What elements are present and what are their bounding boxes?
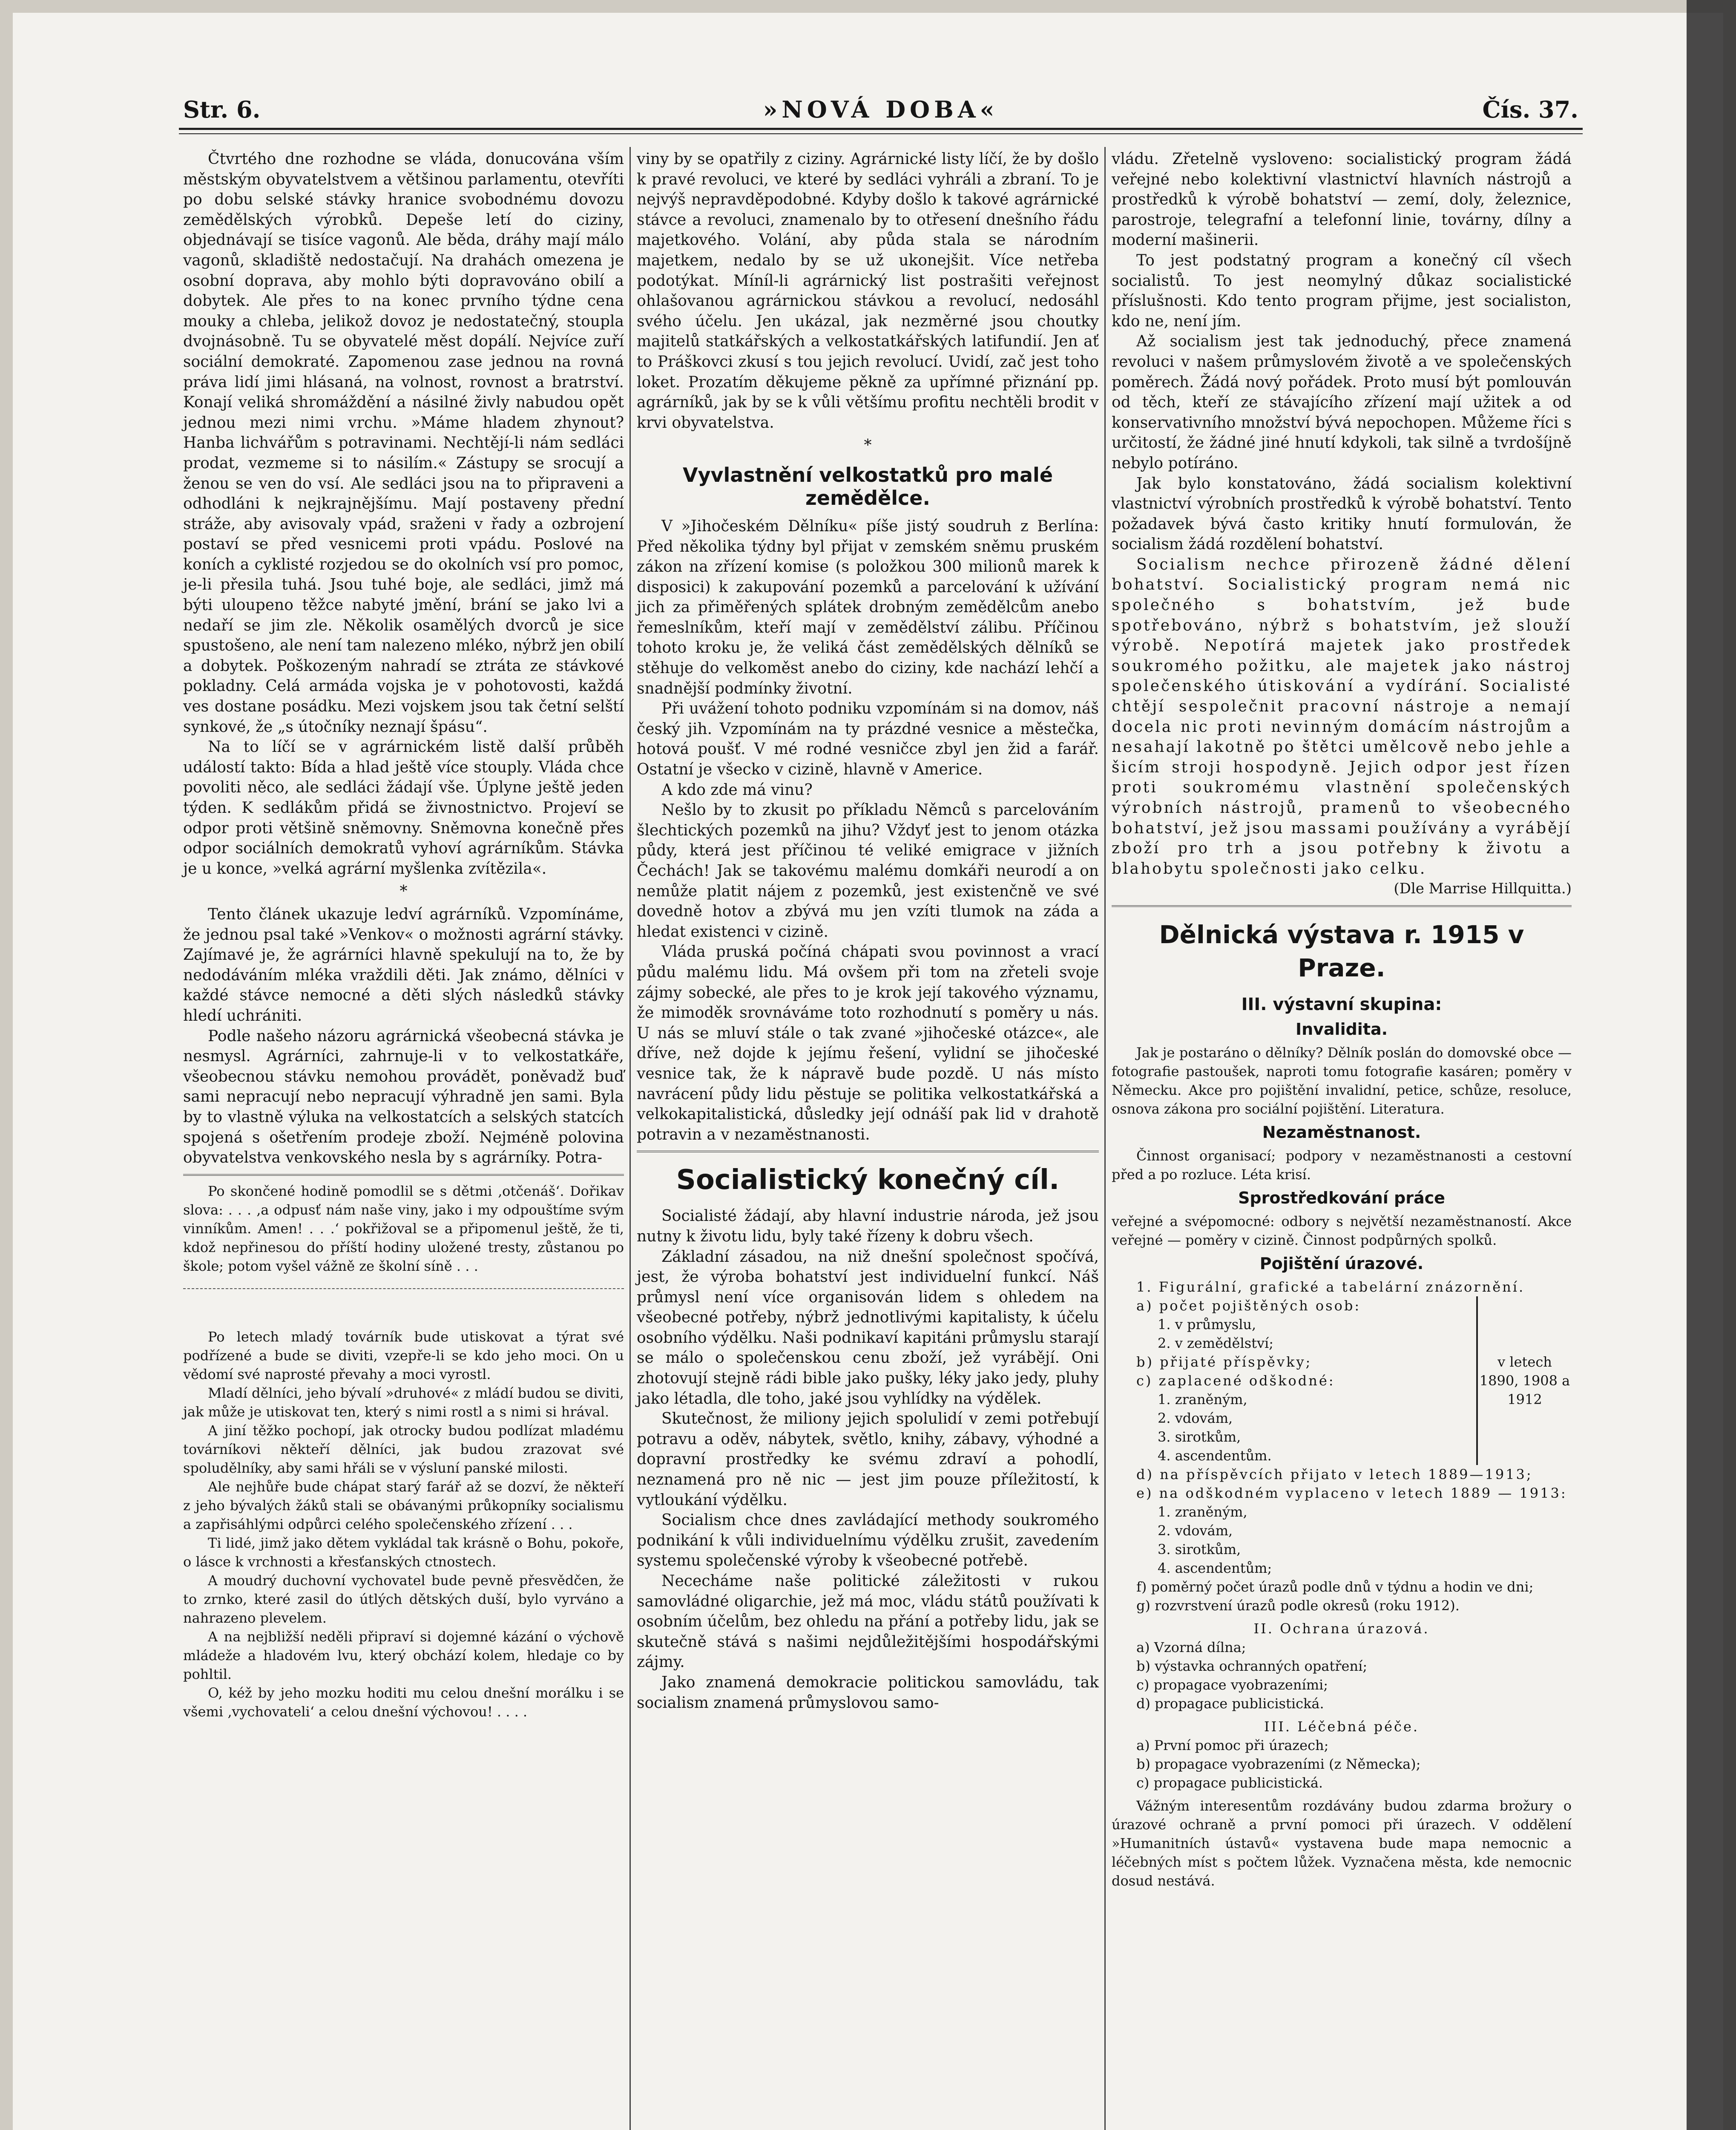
subheading: Invalidita. [1295,1019,1388,1039]
list-item: 1. zraněným, [1158,1391,1247,1408]
column-2 [637,149,1099,2130]
masthead-title: »NOVÁ DOBA« [763,96,999,123]
page-number: Str. 6. [183,96,261,123]
article-paragraph: Na to líčí se v agrárnickém listě další průběh událostí takto: Bída a hlad ještě více stouply. Vláda chce povoliti něco, ale sedláci žádají vše. Úplyne ještě jeden týden. K sedlákům přidá se živnostnictvo. Projeví se odpor proti většině sněmovny. Sněmovna konečně přes odpor sociálních demokratů vyhoví agrárníkům. Stávka je u konce, »velká agrární myšlenka zvítězila«. [183,738,624,878]
list-item: 1. Figurální, grafické a tabelární znázornění. [1136,1278,1525,1295]
list-item: c) zaplacené odškodné: [1136,1372,1335,1389]
column-divider [629,147,631,2130]
feuilleton-divider [183,1174,624,1176]
article-heading: Dělnická výstava r. 1915 v Praze. [1159,920,1524,982]
article-paragraph: Základní zásadou, na niž dnešní společnost spočívá, jest, že výroba bohatství jest individuelní funkcí. Náš průmysl není více organisován lidem s ohledem na všeobecné potřeby, nýbrž jednotlivými kapitalisty, k účelu osobního výdělku. Naši podnikaví kapitáni průmyslu starají se málo o společenskou cenu zboží, jež vyrábějí. Oni zhotovují stejně rádi bible jako pušky, léky jako jedy, pluhy jako létadla, dle toho, jaké jsou vyhlídky na výdělek. [637,1248,1099,1408]
list-item: b) přijaté příspěvky; [1136,1353,1312,1370]
article-paragraph: viny by se opatřily z ciziny. Agrárnické listy líčí, že by došlo k pravé revoluci, ve které by sedláci vyhráli a zbraní. To je nejvýš nepravděpodobné. Kdyby došlo k takové agrárnické stávce a revoluci, znamenalo by to otřesení dnešního řádu majetkového. Volání, aby půda stala se národním majetkem, nedalo by se už ukonejšit. Více netřeba podotýkat. Míníl-li agrárnický list postrašiti veřejnost ohlašovanou agrárnickou stávkou a revolucí, nedosáhl svého účelu. Jen ukázal, jak nezměrné jsou choutky majitelů statkářských a velkostatkářských latifundií. Jen ať to Práškovci zkusí s tou jejich revolucí. Uvidí, zač jest toho loket. Prozatím děkujeme pěkně za upřímné přiznání pp. agrárníků, jak by se k vůli většímu profitu nechtěli brodit v krvi obyvatelstva. [637,150,1099,432]
section-star: * [864,437,872,455]
list-item: d) na příspěvcích přijato v letech 1889—1913; [1136,1466,1533,1482]
list-item: d) propagace publicistická. [1136,1695,1324,1712]
list-item: f) poměrný počet úrazů podle dnů v týdnu a hodin ve dni; [1136,1578,1534,1595]
group-title: III. výstavní skupina: [1241,994,1442,1014]
header-rule [179,128,1583,134]
list-item: 2. vdovám, [1158,1410,1233,1426]
list-item: 1. v průmyslu, [1158,1316,1256,1333]
article-paragraph: Jako znamená demokracie politickou samovládu, tak socialism znamená průmyslovou samo- [637,1673,1099,1712]
feuilleton-paragraph: A jiní těžko pochopí, jak otrocky budou podlízat mladému továrníkovi někteří dělníci, jak budou zrazovat své spoludělníky, aby sami hřáli se v výsluní panské milosti. [183,1422,624,1476]
list-item: 4. ascendentům. [1158,1447,1272,1464]
section-text: Jak je postaráno o dělníky? Dělník poslán do domovské obce — fotografie pastoušek, naproti tomu fotografie kasáren; poměry v Německu. Akce pro pojištění invalidní, petice, schůze, resoluce, osnova zákona pro sociální pojištění. Literatura. [1112,1044,1572,1117]
feuilleton-paragraph: A moudrý duchovní vychovatel bude pevně přesvědčen, že to zrnko, které zasil do útlých dětských duší, bylo vyrváno a nahrazeno plevelem. [183,1572,624,1626]
feuilleton-paragraph: A na nejbližší neděli připraví si dojemné kázání o výchově mládeže a hladovém lvu, který obchází kolem, hledaje co by pohltil. [183,1628,624,1682]
feuilleton-paragraph: Ti lidé, jimž jako dětem vykládal tak krásně o Bohu, pokoře, o lásce k vrchnosti a křesťanských ctnostech. [183,1534,624,1570]
section-text: Činnost organisací; podpory v nezaměstnanosti a cestovní před a po rozluce. Léta krisí. [1112,1147,1572,1183]
subheading: Nezaměstnanost. [1262,1123,1421,1142]
feuilleton [183,1182,624,1721]
feuilleton-paragraph: O, kéž by jeho mozku hoditi mu celou dnešní morálku i se všemi ‚vychovateli‘ a celou dnešní výchovou! . . . . [183,1684,624,1720]
article-paragraph: Nececháme naše politické záležitosti v rukou samovládné oligarchie, jež má moc, vládu států používati k osobním účelům, bez ohledu na přání a potřeby lidu, jak se skutečně stává s našimi nejdůležitějšími hospodářskými zájmy. [637,1572,1099,1671]
article-paragraph: Nešlo by to zkusit po příkladu Němců s parcelováním šlechtických pozemků na jihu? Vždyť jest to jenom otázka půdy, která jest příčinou té veliké emigrace v jižních Čechách! Jak se takovému malému domkáři neurodí a on nemůže platit nájem z pozemků, jest existenčně ve své dovedně hotov a zbývá mu jen vzíti tlumok na záda a hledat existenci v cizině. [637,801,1099,941]
article-paragraph: V »Jihočeském Dělníku« píše jistý soudruh z Berlína: Před několika týdny byl přijat v zemském sněmu pruském zákon na zřízení komise (s položkou 300 milionů marek k disposici) k zakupování pozemků a parcelování k užívání jich za přiměřených splátek drobným zemědělcům anebo řemeslníkům, kteří mají v zemědělství zálibu. Příčinou tohoto kroku je, že veliká část zemědělských dělníků se stěhuje do velkoměst anebo do ciziny, kde nachází lehčí a snadnější podmínky životní. [637,517,1099,697]
article-signature: (Dle Marrise Hillquitta.) [1394,880,1572,898]
feuilleton-paragraph: Po skončené hodině pomodlil se s dětmi ‚otčenáš‘. Dořikav slova: . . . ‚a odpusť nám naše viny, jako i my odpouštíme svým vinníkům. Amen! . . .‘ pokřižoval se a připomenul ještě, že ti, kdož nepřinesou do příští hodiny uložené tresty, zůstanou po škole; potom vyšel vážně ze školní síně . . . [183,1183,624,1274]
article-heading: Socialistický konečný cíl. [676,1164,1060,1196]
article-paragraph: To jest podstatný program a konečný cíl všech socialistů. To jest neomylný důkaz socialistické příslušnosti. Kdo tento program přijme, jest socialiston, kdo ne, není jím. [1112,251,1572,330]
column-3 [1112,149,1572,2130]
subheading: III. Léčebná péče. [1264,1718,1420,1735]
article-paragraph: Socialism chce dnes zavládající methody soukromého podnikání k vůli individuelnímu výdělku zrušit, zavedením systemu společenské výroby k všeobecné potřebě. [637,1511,1099,1570]
list-item: a) První pomoc při úrazech; [1136,1737,1329,1753]
article-divider [1112,905,1572,907]
list-item: 2. vdovám, [1158,1522,1233,1539]
article-paragraph: vládu. Zřetelně vysloveno: socialistický program žádá veřejné nebo kolektivní vlastnictví hlavních nástrojů a prostředků k výrobě bohatství — zemí, doly, železnice, parostroje, telegrafní a telefonní linie, továrny, dílny a moderní mašinerii. [1112,150,1572,249]
article-paragraph: Socialisté žádají, aby hlavní industrie národa, jež jsou nutny k životu lidu, byly také řízeny k dobru všech. [637,1207,1099,1245]
section-text: veřejné a svépomocné: odbory s největší nezaměstnaností. Akce veřejné — poměry v cizině. Činnost podpůrných spolků. [1112,1213,1572,1248]
subheading: Pojištění úrazové. [1259,1254,1424,1273]
list-item: e) na odškodném vyplaceno v letech 1889 — 1913: [1136,1485,1567,1501]
list-item: c) propagace vyobrazeními; [1136,1676,1328,1693]
years-bracket: v letech 1890, 1908 a 1912 [1476,1296,1572,1465]
article-paragraph: Skutečnost, že miliony jejich spolulidí v zemi potřebují potravu a oděv, nábytek, světlo, knihy, zábavy, výhodné a dopravní prostředky ke svému zdraví a pohodlí, neznamená pro ně nic — jest jim pouze příležitostí, k vytloukání výdělku. [637,1410,1099,1509]
article-paragraph: Socialism nechce přirozeně žádné dělení bohatství. Socialistický program nemá nic společného s bohatstvím, jež bude spotřebováno, nýbrž s bohatstvím, jež slouží výrobě. Nepotírá majetek jako prostředek soukromého požitku, ale majetek jako nástroj společenského útiskování a vydírání. Socialisté chtějí sespolečnit pracovní nástroje a nemají docela nic proti nevinným domácím nástrojům a nesahají lakotně po štětci umělcově nebo jehle a šicím stroji hospodyně. Jejich odpor jest řízen proti soukromému vlastnění společenských výrobních nástrojů, pramenů to všeobecného bohatství, jež jsou massami používány a vyrábějí zboží pro trh a jsou potřebny k životu a blahobytu společnosti jako celku. [1112,556,1572,878]
article-paragraph: Jak bylo konstatováno, žádá socialism kolektivní vlastnictví výrobních prostředků k výrobě bohatství. Tento požadavek bývá často kritiky hnutí formulován, že socialism žádá rozdělení bohatství. [1112,475,1572,553]
column-divider [1104,147,1106,2130]
section-star: * [400,883,408,901]
list-item: g) rozvrstvení úrazů podle okresů (roku 1912). [1136,1597,1460,1614]
article-divider [637,1151,1099,1152]
list-item: 3. sirotkům, [1158,1428,1241,1445]
list-item: b) výstavka ochranných opatření; [1136,1658,1368,1674]
list-item: 3. sirotkům, [1158,1541,1241,1557]
list-item: b) propagace vyobrazeními (z Německa); [1136,1756,1421,1772]
article-paragraph: Až socialism jest tak jednoduchý, přece znamená revoluci v našem průmyslovém životě a ve společenských poměrech. Žádá nový pořádek. Proto musí být pomlouván od těch, kteří ze stávajícího zřízení mají užitek a od konservativního množství bývá nepochopen. Můžeme říci s určitostí, že žádné jiné hnutí kdykoli, tak silně a tvrdošíjně nebylo potíráno. [1112,333,1572,472]
feuilleton-break [183,1288,624,1289]
feuilleton-paragraph: Po letech mladý továrník bude utiskovat a týrat své podřízené a bude se diviti, vzepře-li se kdo jeho moci. On u vědomí své naprosté převahy a moci vyrostl. [183,1328,624,1382]
list-item: 2. v zemědělství; [1158,1335,1274,1351]
feuilleton-paragraph: Ale nejhůře bude chápat starý farář až se dozví, že někteří z jeho bývalých žáků stali se obávanými průkopníky socialismu a zapřisáhlými odpůrci celého společenského zřízení . . . [183,1478,624,1532]
list-item: a) Vzorná dílna; [1136,1639,1246,1655]
feuilleton-paragraph: Mladí dělníci, jeho bývalí »druhové« z mládí budou se diviti, jak může je utiskovat ten, který s nimi rostl a s nimi si hrával. [183,1384,624,1420]
article-paragraph: Tento článek ukazuje ledví agrárníků. Vzpomínáme, že jednou psal také »Venkov« o možnosti agrární stávky. Zajímavé je, že agrárníci hlavně spekulují na to, že by nedodáváním mléka vraždili děti. Jak známo, dělníci v každé stávce nemocné a děti slých následků stávky hledí uchrániti. [183,905,624,1025]
insurance-list [1112,1296,1572,1465]
article-paragraph: Vláda pruská počíná chápati svou povinnost a vrací půdu malému lidu. Má ovšem při tom na zřeteli svoje zájmy sobecké, ale přes to je krok její takového významu, že mimoděk srovnáváme toto rozhodnutí s poměry u nás. U nás se mluví stále o tak zvané »jihočeské otázce«, ale dříve, než dojde k jejímu řešení, vylidní se jihočeské vesnice tak, že k nápravě bude pozdě. U nás místo navrácení půdy lidu pěstuje se politika velkostatkářská a velkokapitalistická, důsledky její odnáší pak lid v drahotě potravin a v nezaměstnanosti. [637,943,1099,1143]
closing-paragraph: Vážným interesentům rozdávány budou zdarma brožury o úrazové ochraně a první pomoci při úrazech. V oddělení »Humanitních ústavů« vystavena bude mapa nemocnic a léčebných míst s počtem lůžek. Vyznačena města, kde nemocnic dosud nestává. [1112,1797,1572,1889]
article-paragraph: Podle našeho názoru agrárnická všeobecná stávka je nesmysl. Agrárníci, zahrnuje-li v to velkostatkáře, všeobecnou stávku nemohou provádět, poněvadž buď sami nepracují nebo nepracují výhradně jen sami. Byla by to vlastně výluka na velkostatcích a selských statcích spojená s ošetřením prodeje zboží. Nejméně polovina obyvatelstva venkovského nesla by s agrárníky. Potra- [183,1027,624,1167]
list-item: 4. ascendentům; [1158,1560,1272,1576]
article-heading: Vyvlastnění velkostatků pro malé zemědělce. [682,463,1053,509]
subheading: II. Ochrana úrazová. [1253,1620,1430,1637]
issue-number: Čís. 37. [1482,96,1578,123]
column-1 [183,149,624,2130]
subheading: Sprostředkování práce [1238,1188,1445,1207]
article-paragraph: Při uvážení tohoto podniku vzpomínám si na domov, náš český jih. Vzpomínám na ty prázdné vesnice a městečka, hotová poušť. V mé rodné vesničce zbyl jen žid a farář. Ostatní je všecko v cizině, hlavně v Americe. [637,700,1099,779]
list-item: a) počet pojištěných osob: [1136,1297,1361,1314]
article-paragraph: Čtvrtého dne rozhodne se vláda, donucována vším městským obyvatelstvem a většinou parlamentu, otevříti po dobu selské stávky hranice svobodnému dovozu zemědělských výrobků. Depeše letí do ciziny, objednávají se tisíce vagonů. Ale běda, dráhy mají málo vagonů, skladiště nedostačují. Na drahách omezena je osobní doprava, aby mohlo býti dopravováno obilí a dobytek. Ale přes to na konec prvního týdne cena mouky a chleba, jelikož dovoz je nedostatečný, stoupla dvojnásobně. Tu se obyvatelé měst dopálí. Nejvíce zuří sociální demokraté. Zapomenou zase jednou na rovná práva lidí jimi hlásaná, na volnost, rovnost a bratrství. Konají veliká shromáždění a násilné živly nabudou opět jednou mezi nimi vrchu. »Máme hladem zhynout? Hanba lichvářům s potravinami. Nechtějí-li nám sedláci prodat, vezmeme si to násilím.« Zástupy se srocují a ženou se ven do vsí. Ale sedláci jsou na to připraveni a odhodláni k nejkrajnějšímu. Mají postaveny přední stráže, aby avisovaly vpád, sraženi v řady a ozbrojení postaví se před vesnicemi proti vpádu. Poslové na koních a cyklisté rozjedou se do okolních vsí pro pomoc, je-li přesila tuhá. Jsou tuhé boje, ale sedláci, jimž má býti uloupeno těžce nabyté jmění, brání se jako lvi a nedaří se jim zle. Několik osamělých dvorců je sice spustošeno, ale není tam nalezeno mléko, nýbrž jen obilí a dobytek. Poškozeným nahradí se ztráta ze stávkové pokladny. Celá armáda vojska je v pohotovosti, každá ves dostane posádku. Mezi vojskem jsou tak četní selští synkové, že „s útočníky neznají špásu“. [183,150,624,736]
article-paragraph: A kdo zde má vinu? [661,781,813,799]
page-header [183,96,1578,126]
list-item: c) propagace publicistická. [1136,1774,1323,1791]
list-item: 1. zraněným, [1158,1503,1247,1520]
